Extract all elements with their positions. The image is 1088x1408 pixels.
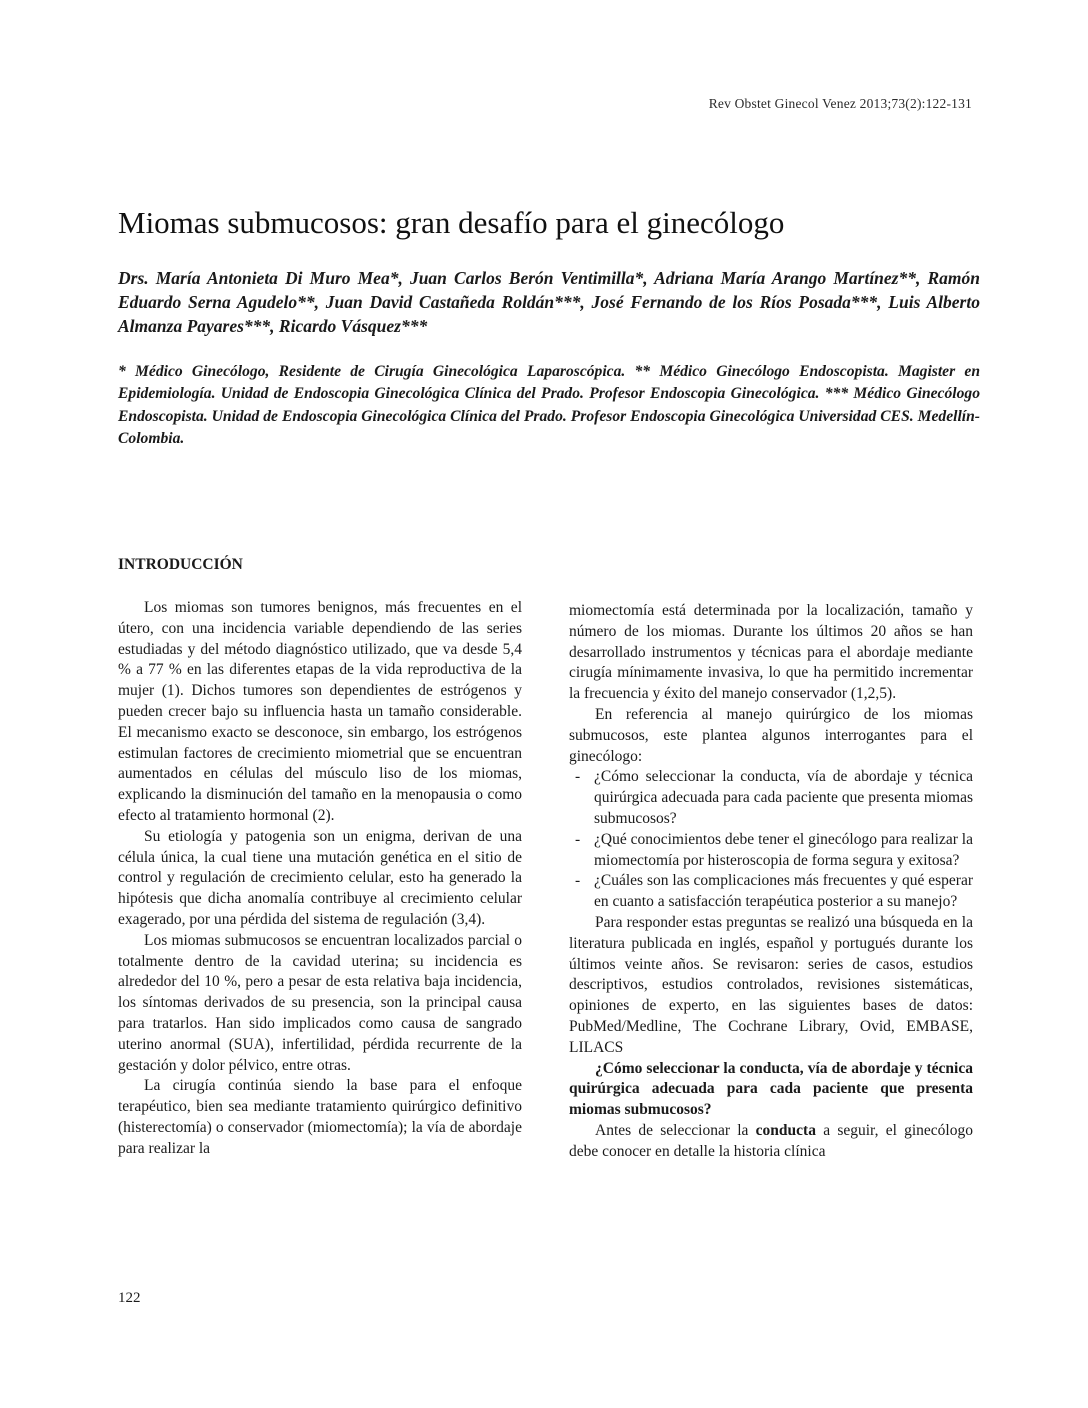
paragraph-closing — [569, 1121, 973, 1163]
author-affiliations: * Médico Ginecólogo, Residente de Cirugía Ginecológica Laparoscópica. ** Médico Ginecólogo Endoscopista. Magister en Epidemiología. Unidad de Endoscopia Ginecológica Clínica del Prado. Profesor Endoscopia Ginecológica. *** Médico Ginecólogo Endoscopista. Unidad de Endoscopia Ginecológica Clínica del Prado. Profesor Endoscopia Ginecológica Universidad CES. Medellín-Colombia. — [118, 363, 980, 447]
question-item — [569, 767, 973, 829]
question-list — [569, 767, 973, 913]
question-text: ¿Qué conocimientos debe tener el ginecólogo para realizar la miomectomía por histeroscopia de forma segura y exitosa? — [594, 830, 973, 869]
closing-text-start: Antes de seleccionar la — [595, 1121, 756, 1139]
page-number: 122 — [118, 1290, 141, 1306]
right-column — [569, 601, 973, 1163]
question-text: ¿Cuáles son las complicaciones más frecuentes y qué esperar en cuanto a satisfacción terapéutica posterior a su manejo? — [594, 872, 973, 911]
subheading-question: ¿Cómo seleccionar la conducta, vía de abordaje y técnica quirúrgica adecuada para cada paciente que presenta miomas submucosos? — [569, 1059, 973, 1119]
bullet-dash: - — [575, 768, 581, 786]
question-item — [569, 871, 973, 913]
question-item — [569, 830, 973, 872]
paragraph: Los miomas submucosos se encuentran localizados parcial o totalmente dentro de la cavidad uterina; su incidencia es alrededor del 10 %, pero a pesar de esta relativa baja incidencia, los síntomas derivados de su presencia, son la principal causa para tratarlos. Han sido implicados como causa de sangrado uterino anormal (SUA), infertilidad, pérdida recurrente de la gestación y dolor pélvico, entre otras. — [118, 931, 522, 1074]
paragraph: La cirugía continúa siendo la base para el enfoque terapéutico, bien sea mediante tratamiento quirúrgico definitivo (histerectomía) o conservador (miomectomía); la vía de abordaje para realizar la — [118, 1077, 522, 1157]
article-title: Miomas submucosos: gran desafío para el ginecólogo — [118, 205, 785, 240]
bullet-dash: - — [575, 830, 581, 848]
journal-citation: Rev Obstet Ginecol Venez 2013;73(2):122-131 — [708, 96, 972, 111]
left-column — [118, 598, 522, 1160]
paragraph-continuation: miomectomía está determinada por la localización, tamaño y número de los miomas. Durante los últimos 20 años se han desarrollado instrumentos y técnicas para el abordaje mediante cirugía mínimamente invasiva, lo que ha permitido incrementar la frecuencia y éxito del manejo conservador (1,2,5). — [569, 602, 973, 703]
paragraph: Su etiología y patogenia son un enigma, derivan de una célula única, la cual tiene una mutación genética en el sitio de control y regulación de crecimiento celular, esto ha generado la hipótesis que dicha anomalía contribuye al crecimiento celular exagerado, por una pérdida del sistema de regulación (3,4). — [118, 827, 522, 928]
paragraph: Los miomas son tumores benignos, más frecuentes en el útero, con una incidencia variable dependiendo de las series estudiadas y del método diagnóstico utilizado, que va desde 5,4 % a 77 % en las diferentes etapas de la vida reproductiva de la mujer (1). Dichos tumores son dependientes de estrógenos y pueden crecer bajo su influencia hasta un tamaño considerable. El mecanismo exacto se desconoce, sin embargo, los estrógenos estimulan factores de crecimiento miometrial que se encuentran aumentados en células del músculo liso de los miomas, explicando la disminución del tamaño en la menopausia o como efecto al tratamiento hormonal (2). — [118, 599, 522, 824]
bullet-dash: - — [575, 872, 581, 890]
closing-bold-term: conducta — [755, 1121, 816, 1139]
author-list: Drs. María Antonieta Di Muro Mea*, Juan Carlos Berón Ventimilla*, Adriana María Arango Martínez**, Ramón Eduardo Serna Agudelo**, Juan David Castañeda Roldán***, José Fernando de los Ríos Posada***, Luis Alberto Almanza Payares***, Ricardo Vásquez*** — [118, 268, 980, 336]
question-text: ¿Cómo seleccionar la conducta, vía de abordaje y técnica quirúrgica adecuada para cada paciente que presenta miomas submucosos? — [594, 768, 973, 827]
paragraph-methods: Para responder estas preguntas se realizó una búsqueda en la literatura publicada en inglés, español y portugués durante los últimos veinte años. Se revisaron: series de casos, estudios descriptivos, estudios controlados, revisiones sistemáticas, opiniones de experto, en las siguientes bases de datos: PubMed/Medline, The Cochrane Library, Ovid, EMBASE, LILACS — [569, 913, 973, 1056]
closing-text-end: a seguir, el ginecólogo debe conocer en detalle la historia clínica — [569, 1121, 973, 1160]
section-heading-introduction: INTRODUCCIÓN — [118, 556, 243, 573]
paragraph-questions-intro: En referencia al manejo quirúrgico de los miomas submucosos, este plantea algunos interrogantes para el ginecólogo: — [569, 705, 973, 765]
